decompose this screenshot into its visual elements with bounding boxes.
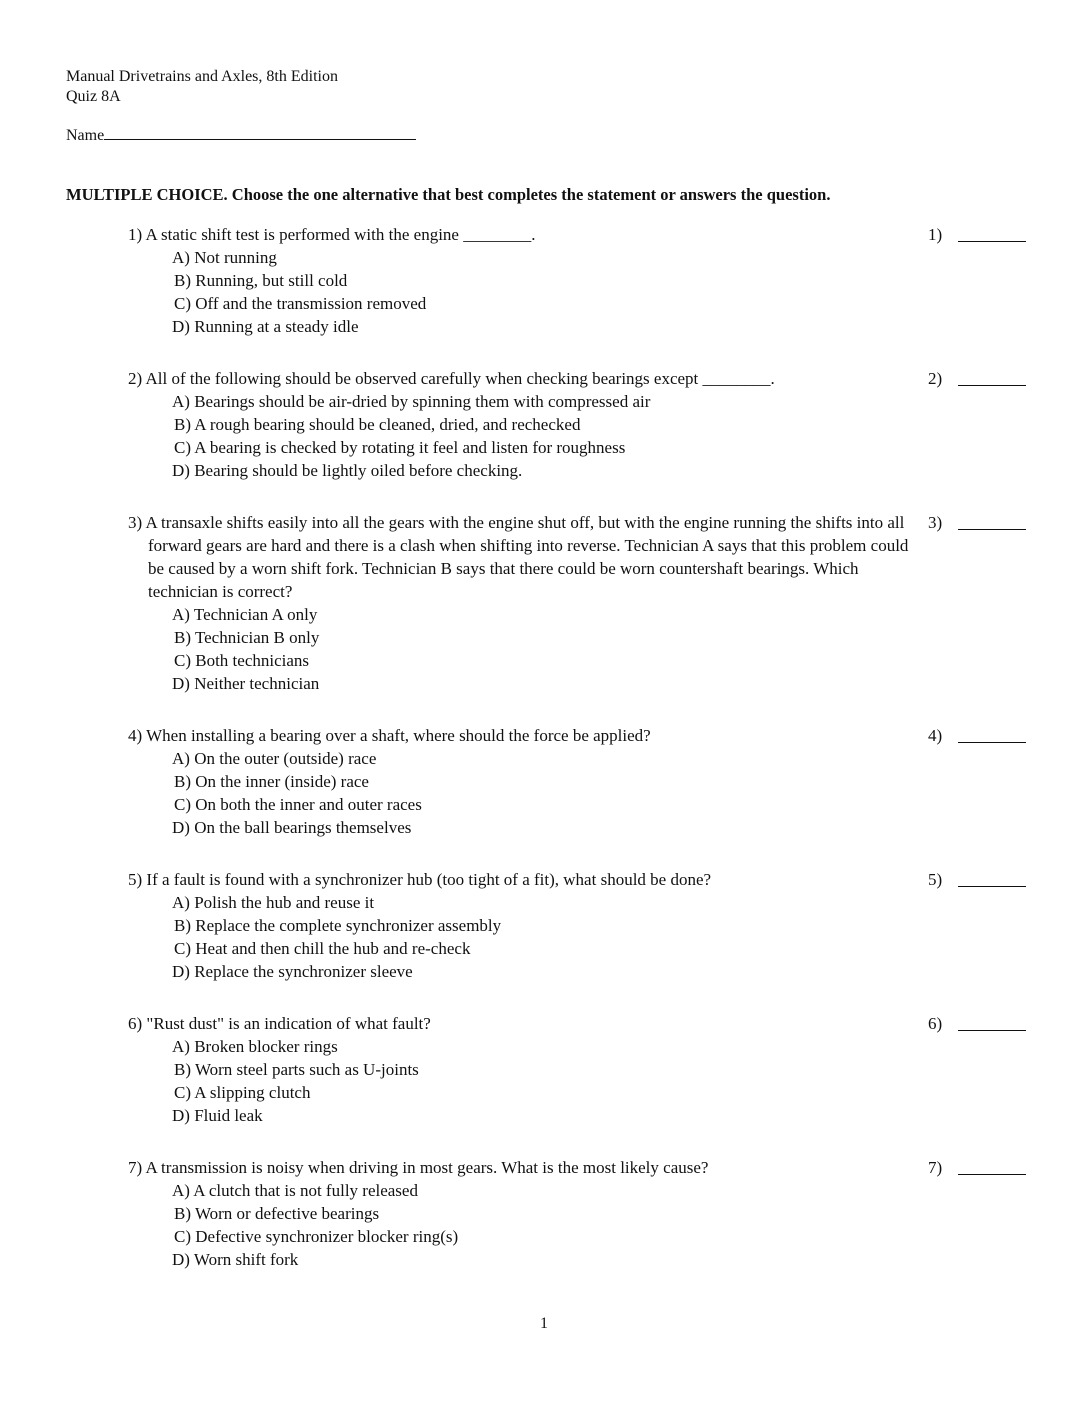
question-stem: 4) When installing a bearing over a shaft, where should the force be applied? bbox=[128, 726, 651, 745]
answer-option: D) Running at a steady idle bbox=[172, 317, 359, 336]
answer-number: 2) bbox=[928, 369, 943, 388]
question-4 bbox=[128, 724, 1028, 839]
answer-option: C) A bearing is checked by rotating it feel and listen for roughness bbox=[174, 438, 626, 457]
question-stem: 6) "Rust dust" is an indication of what fault? bbox=[128, 1014, 431, 1033]
answer-blank[interactable] bbox=[958, 1174, 1026, 1175]
answer-number: 1) bbox=[928, 225, 943, 244]
answer-option: D) Worn shift fork bbox=[172, 1250, 299, 1269]
question-stem: 3) A transaxle shifts easily into all the gears with the engine shut off, but with the engine running the shifts into all forward gears are hard and there is a clash when shifting into reverse. Technician A says that this problem could be caused by a worn shift fork. Technician B says that there could be worn countershaft bearings. Which technician is correct? bbox=[128, 513, 909, 601]
answer-option: A) On the outer (outside) race bbox=[172, 749, 377, 768]
question-stem: 5) If a fault is found with a synchronizer hub (too tight of a fit), what should be done? bbox=[128, 870, 712, 889]
answer-blank[interactable] bbox=[958, 529, 1026, 530]
answer-blank[interactable] bbox=[958, 886, 1026, 887]
answer-option: C) Heat and then chill the hub and re-check bbox=[174, 939, 471, 958]
answer-option: A) Technician A only bbox=[172, 605, 318, 624]
question-1 bbox=[128, 223, 1028, 338]
answer-option: D) On the ball bearings themselves bbox=[172, 818, 412, 837]
question-3 bbox=[128, 511, 1028, 695]
answer-number: 4) bbox=[928, 726, 943, 745]
answer-option: B) Technician B only bbox=[174, 628, 320, 647]
answer-option: A) Bearings should be air-dried by spinning them with compressed air bbox=[172, 392, 651, 411]
answer-option: B) Replace the complete synchronizer assembly bbox=[174, 916, 502, 935]
answer-option: D) Neither technician bbox=[172, 674, 320, 693]
answer-blank[interactable] bbox=[958, 1030, 1026, 1031]
answer-blank[interactable] bbox=[958, 742, 1026, 743]
answer-option: C) Off and the transmission removed bbox=[174, 294, 427, 313]
answer-option: B) Running, but still cold bbox=[174, 271, 348, 290]
answer-option: C) Defective synchronizer blocker ring(s) bbox=[174, 1227, 459, 1246]
answer-option: D) Fluid leak bbox=[172, 1106, 263, 1125]
name-label: Name bbox=[66, 127, 105, 144]
answer-number: 7) bbox=[928, 1158, 943, 1177]
answer-number: 6) bbox=[928, 1014, 943, 1033]
answer-blank[interactable] bbox=[958, 241, 1026, 242]
question-6 bbox=[128, 1012, 1028, 1127]
question-5 bbox=[128, 868, 1028, 983]
page-number: 1 bbox=[540, 1315, 548, 1332]
question-7 bbox=[128, 1156, 1028, 1271]
name-field bbox=[66, 125, 416, 146]
answer-blank[interactable] bbox=[958, 385, 1026, 386]
answer-option: A) A clutch that is not fully released bbox=[172, 1181, 418, 1200]
answer-option: B) On the inner (inside) race bbox=[174, 772, 369, 791]
question-2 bbox=[128, 367, 1028, 482]
answer-option: B) Worn steel parts such as U-joints bbox=[174, 1060, 419, 1079]
answer-option: B) Worn or defective bearings bbox=[174, 1204, 380, 1223]
question-stem: 7) A transmission is noisy when driving in most gears. What is the most likely cause? bbox=[128, 1158, 709, 1177]
answer-option: D) Bearing should be lightly oiled before checking. bbox=[172, 461, 523, 480]
question-stem: 1) A static shift test is performed with the engine ________. bbox=[128, 225, 536, 244]
instructions: MULTIPLE CHOICE. Choose the one alternative that best completes the statement or answers the question. bbox=[66, 185, 831, 204]
question-stem: 2) All of the following should be observed carefully when checking bearings except ________. bbox=[128, 369, 775, 388]
book-title: Manual Drivetrains and Axles, 8th Edition bbox=[66, 68, 338, 85]
answer-option: C) On both the inner and outer races bbox=[174, 795, 422, 814]
answer-option: B) A rough bearing should be cleaned, dried, and rechecked bbox=[174, 415, 581, 434]
quiz-title: Quiz 8A bbox=[66, 88, 121, 105]
answer-option: A) Polish the hub and reuse it bbox=[172, 893, 375, 912]
name-line bbox=[104, 125, 416, 140]
answer-option: A) Broken blocker rings bbox=[172, 1037, 338, 1056]
answer-number: 5) bbox=[928, 870, 943, 889]
answer-option: C) Both technicians bbox=[174, 651, 310, 670]
answer-number: 3) bbox=[928, 513, 943, 532]
answer-option: A) Not running bbox=[172, 248, 277, 267]
answer-option: D) Replace the synchronizer sleeve bbox=[172, 962, 413, 981]
answer-option: C) A slipping clutch bbox=[174, 1083, 311, 1102]
